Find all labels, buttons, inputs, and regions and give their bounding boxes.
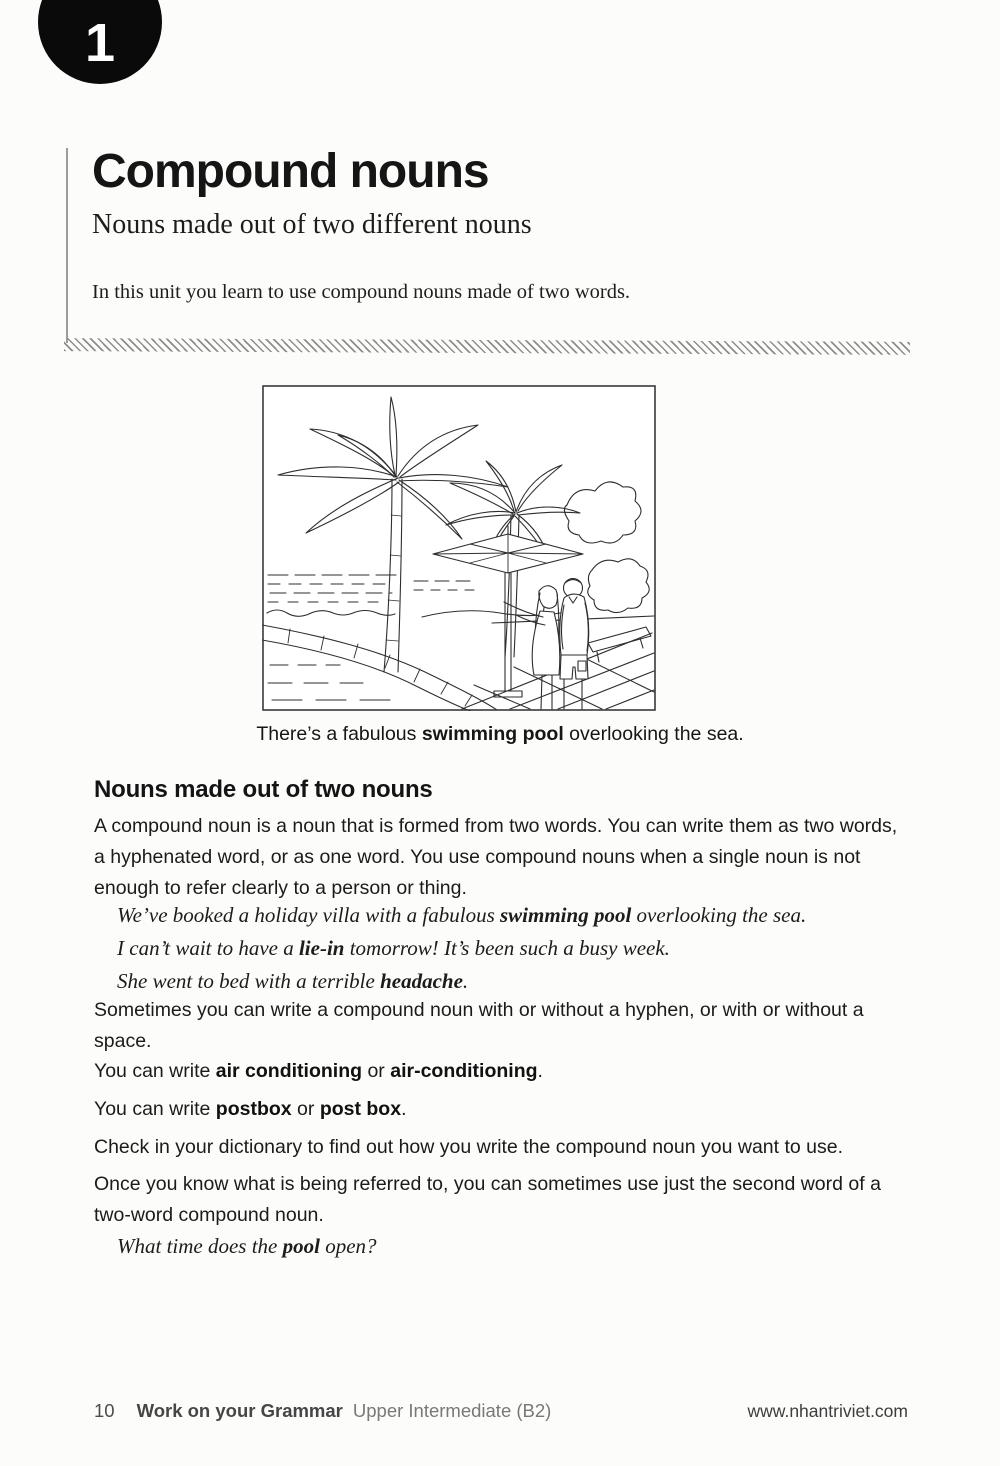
example-bold-term: headache	[380, 969, 463, 993]
example-sentence	[117, 965, 908, 998]
book-title: Work on your Grammar	[136, 1400, 343, 1421]
unit-number: 1	[84, 13, 116, 73]
example-bold-term: pool	[282, 1234, 320, 1258]
example-text: I can’t wait to have a	[117, 936, 299, 960]
example-text: .	[462, 969, 469, 993]
book-level: Upper Intermediate (B2)	[352, 1400, 552, 1421]
example-sentence-pool	[94, 1230, 908, 1263]
dictionary-note: Check in your dictionary to find out how you write the compound noun you want to use.	[94, 1136, 844, 1158]
note-text: or	[362, 1060, 391, 1082]
example-bold-term: lie-in	[298, 936, 345, 960]
pool-illustration	[262, 385, 656, 711]
page-subtitle: Nouns made out of two different nouns	[92, 208, 532, 240]
note-bold-term: postbox	[215, 1098, 292, 1120]
unit-header	[66, 145, 846, 343]
note-text: You can write	[94, 1098, 216, 1120]
caption-bold-term: swimming pool	[421, 723, 564, 745]
unit-number-badge	[38, 0, 162, 84]
example-sentences	[94, 899, 908, 998]
example-text: What time does the	[117, 1234, 283, 1258]
section-heading: Nouns made out of two nouns	[94, 776, 433, 803]
hyphen-note: Sometimes you can write a compound noun with or without a hyphen, or with or without a space.	[94, 999, 864, 1052]
page-title: Compound nouns	[92, 145, 489, 198]
hatched-divider	[64, 338, 910, 355]
example-text: tomorrow! It’s been such a busy week.	[344, 936, 670, 960]
illustration-caption	[0, 723, 1000, 746]
note-text: .	[401, 1098, 407, 1120]
definition-paragraph: A compound noun is a noun that is formed from two words. You can write them as two words, a hyphenated word, or as one word. You use compound nouns when a single noun is not enough to refer clearly to a person or thing.	[94, 815, 898, 899]
example-text: overlooking the sea.	[631, 903, 807, 927]
example-sentence	[117, 899, 908, 932]
caption-text: overlooking the sea.	[563, 723, 744, 745]
publisher-website: www.nhantriviet.com	[747, 1401, 908, 1421]
example-text: We’ve booked a holiday villa with a fabulous	[117, 903, 500, 927]
second-word-note: Once you know what is being referred to, you can sometimes use just the second word of a two-word compound noun.	[94, 1173, 881, 1226]
note-text: You can write	[94, 1060, 216, 1082]
page-footer	[94, 1400, 908, 1422]
example-sentence	[117, 932, 908, 965]
air-conditioning-note	[94, 1056, 908, 1087]
caption-text: There’s a fabulous	[256, 723, 422, 745]
example-text: She went to bed with a terrible	[117, 969, 381, 993]
example-text: open?	[319, 1234, 377, 1258]
unit-intro: In this unit you learn to use compound nouns made of two words.	[92, 280, 631, 303]
note-bold-term: air conditioning	[215, 1060, 363, 1082]
example-bold-term: swimming pool	[500, 903, 632, 927]
note-text: .	[537, 1060, 543, 1082]
note-bold-term: air-conditioning	[390, 1060, 538, 1082]
page-number: 10	[94, 1400, 115, 1421]
note-bold-term: post box	[319, 1098, 402, 1120]
note-text: or	[291, 1098, 320, 1120]
postbox-note	[94, 1094, 908, 1125]
